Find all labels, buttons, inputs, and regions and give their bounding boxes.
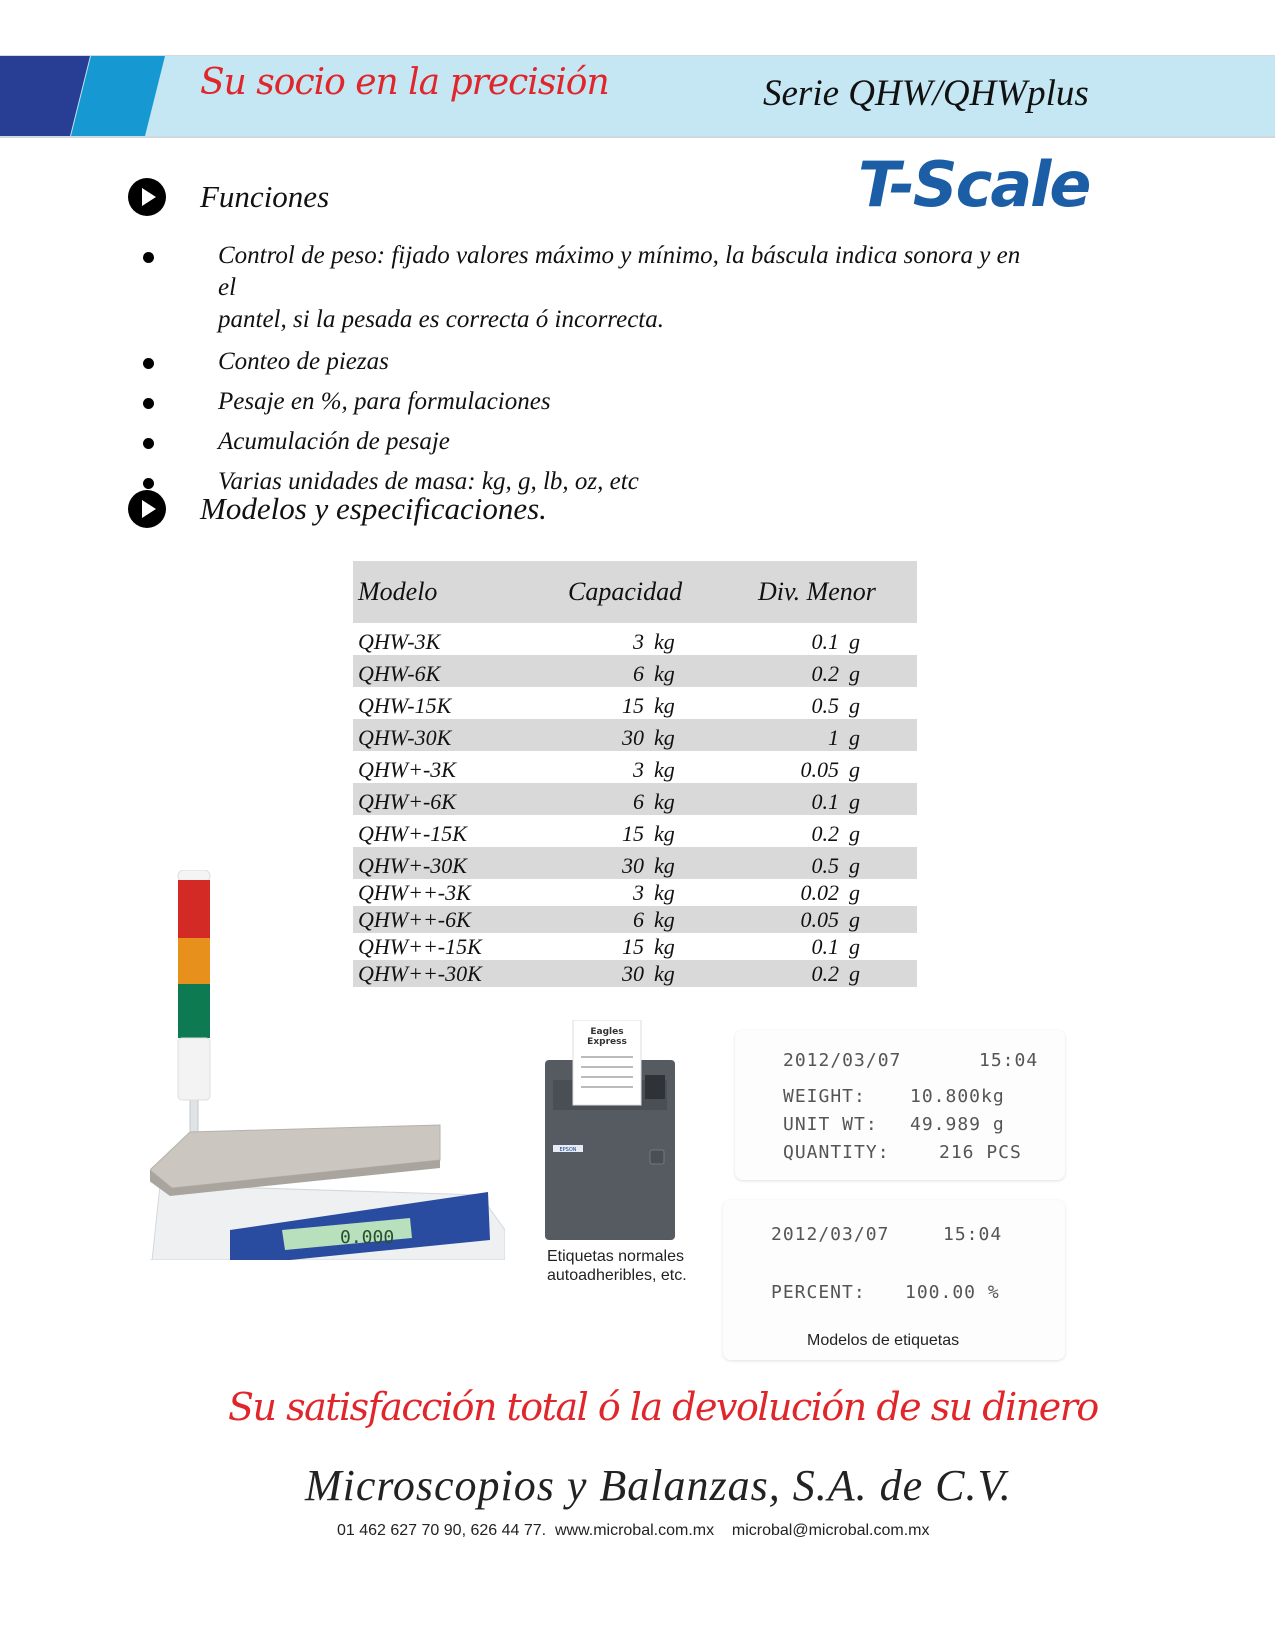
website-link[interactable]: www.microbal.com.mx	[554, 1522, 715, 1539]
tower-base	[178, 1038, 210, 1100]
division-value: 0.05	[800, 757, 839, 782]
header-div-menor: Div. Menor	[758, 577, 876, 606]
division-unit: g	[849, 661, 860, 686]
printer-caption	[547, 1247, 687, 1285]
capacity-value: 3	[633, 629, 644, 654]
cell-model: QHW++-6K	[358, 907, 471, 932]
label-weight-label: WEIGHT:	[783, 1086, 866, 1107]
division-unit: g	[849, 880, 860, 905]
division-unit: g	[849, 757, 860, 782]
label-sample-counting	[735, 1030, 1065, 1180]
capacity-value: 15	[622, 934, 644, 959]
capacity-value: 6	[633, 661, 644, 686]
cell-capacity	[558, 961, 688, 987]
cell-model: QHW+-3K	[358, 757, 456, 782]
scale-lcd-readout: 0.000	[340, 1227, 395, 1248]
play-arrow-icon	[128, 490, 166, 528]
capacity-unit: kg	[654, 907, 675, 932]
brand-logo: T-Scale	[858, 148, 1090, 221]
label-weight-value: 10.800kg	[910, 1086, 1005, 1107]
cell-model: QHW++-30K	[358, 961, 482, 986]
division-unit: g	[849, 961, 860, 986]
cell-division	[688, 934, 883, 960]
cell-capacity	[558, 934, 688, 960]
play-arrow-icon	[128, 178, 166, 216]
label-time: 15:04	[943, 1224, 1003, 1245]
list-item-text: Varias unidades de masa: kg, g, lb, oz, etc	[218, 468, 639, 495]
cell-capacity	[558, 880, 688, 906]
division-value: 0.02	[800, 880, 839, 905]
receipt-title-2: Express	[587, 1037, 627, 1047]
table-row	[353, 783, 917, 815]
division-value: 0.2	[811, 821, 839, 846]
receipt-line	[581, 1056, 633, 1058]
division-value: 0.5	[811, 853, 839, 878]
cell-capacity	[558, 757, 688, 783]
division-value: 0.2	[811, 961, 839, 986]
capacity-value: 15	[622, 821, 644, 846]
division-unit: g	[849, 789, 860, 814]
scale-with-tower-light-image	[150, 870, 505, 1260]
label-unit-weight-label: UNIT WT:	[783, 1114, 878, 1135]
phone-numbers: 01 462 627 70 90, 626 44 77.	[337, 1522, 547, 1539]
cell-capacity	[558, 661, 688, 687]
label-unit-weight-value: 49.989 g	[910, 1114, 1005, 1135]
division-unit: g	[849, 907, 860, 932]
printer-caption-line: autoadheribles, etc.	[547, 1267, 687, 1284]
receipt-line	[581, 1076, 633, 1078]
guarantee-slogan: Su satisfacción total ó la devolución de su dinero	[228, 1385, 1098, 1429]
cell-model: QHW-6K	[358, 661, 441, 686]
division-unit: g	[849, 693, 860, 718]
printer-cutter	[645, 1075, 665, 1099]
table-row	[353, 623, 917, 655]
capacity-unit: kg	[654, 789, 675, 814]
division-value: 0.05	[800, 907, 839, 932]
cell-division	[688, 661, 883, 687]
capacity-value: 15	[622, 693, 644, 718]
capacity-unit: kg	[654, 961, 675, 986]
capacity-unit: kg	[654, 757, 675, 782]
models-title: Modelos y especificaciones.	[200, 491, 547, 526]
tower-red-light	[178, 880, 210, 938]
cell-capacity	[558, 693, 688, 719]
functions-heading	[128, 178, 329, 216]
cell-capacity	[558, 821, 688, 847]
header-modelo: Modelo	[358, 577, 438, 606]
list-item-text: pantel, si la pesada es correcta ó incorrecta.	[218, 306, 664, 333]
cell-model: QHW-15K	[358, 693, 452, 718]
label-time: 15:04	[979, 1050, 1039, 1071]
receipt-title-1: Eagles	[590, 1027, 624, 1037]
tower-amber-light	[178, 938, 210, 984]
division-value: 0.1	[811, 789, 839, 814]
capacity-value: 6	[633, 907, 644, 932]
division-value: 0.5	[811, 693, 839, 718]
capacity-unit: kg	[654, 853, 675, 878]
table-row	[353, 751, 917, 783]
power-button-icon	[650, 1150, 664, 1164]
cell-division	[688, 853, 883, 879]
cell-capacity	[558, 629, 688, 655]
cell-capacity	[558, 907, 688, 933]
cell-division	[688, 629, 883, 655]
bullet-icon	[143, 398, 154, 409]
functions-title: Funciones	[200, 179, 330, 214]
capacity-unit: kg	[654, 629, 675, 654]
label-percent-label: PERCENT:	[771, 1282, 866, 1303]
list-item-text: Acumulación de pesaje	[218, 428, 450, 455]
printer-brand: EPSON	[559, 1147, 577, 1153]
label-printer-image	[545, 1020, 685, 1240]
capacity-unit: kg	[654, 880, 675, 905]
bullet-icon	[143, 252, 154, 263]
bullet-icon	[143, 478, 154, 489]
receipt-line	[581, 1086, 633, 1088]
capacity-value: 30	[622, 725, 644, 750]
cell-capacity	[558, 725, 688, 751]
header-capacidad: Capacidad	[568, 577, 683, 606]
capacity-value: 3	[633, 757, 644, 782]
label-percent-value: 100.00 %	[905, 1282, 1000, 1303]
cell-capacity	[558, 853, 688, 879]
email-link[interactable]: microbal@microbal.com.mx	[731, 1522, 930, 1539]
label-quantity-label: QUANTITY:	[783, 1142, 890, 1163]
company-name: Microscopios y Balanzas, S.A. de C.V.	[305, 1461, 1012, 1510]
cell-division	[688, 907, 883, 933]
models-heading	[128, 490, 547, 528]
functions-list	[143, 240, 1043, 498]
cell-division	[688, 789, 883, 815]
table-row	[353, 655, 917, 687]
division-value: 0.1	[811, 629, 839, 654]
cell-model: QHW+-15K	[358, 821, 467, 846]
division-unit: g	[849, 821, 860, 846]
labels-caption: Modelos de etiquetas	[807, 1332, 960, 1349]
list-item-text: Pesaje en %, para formulaciones	[218, 388, 551, 415]
tower-green-light	[178, 984, 210, 1038]
capacity-value: 30	[622, 961, 644, 986]
list-item	[143, 346, 1043, 378]
division-value: 0.2	[811, 661, 839, 686]
table-row	[353, 815, 917, 847]
printer-caption-line: Etiquetas normales	[547, 1248, 684, 1265]
division-unit: g	[849, 934, 860, 959]
list-item	[143, 426, 1043, 458]
header-slogan: Su socio en la precisión	[200, 62, 609, 103]
capacity-unit: kg	[654, 725, 675, 750]
table-row	[353, 687, 917, 719]
division-unit: g	[849, 725, 860, 750]
label-date: 2012/03/07	[783, 1050, 902, 1071]
capacity-unit: kg	[654, 693, 675, 718]
cell-model: QHW++-15K	[358, 934, 482, 959]
cell-model: QHW+-6K	[358, 789, 456, 814]
bullet-icon	[143, 358, 154, 369]
cell-capacity	[558, 789, 688, 815]
cell-model: QHW+-30K	[358, 853, 467, 878]
capacity-value: 6	[633, 789, 644, 814]
table-row	[353, 719, 917, 751]
capacity-unit: kg	[654, 661, 675, 686]
division-value: 0.1	[811, 934, 839, 959]
cell-model: QHW++-3K	[358, 880, 471, 905]
list-item-text: Conteo de piezas	[218, 348, 389, 375]
capacity-unit: kg	[654, 821, 675, 846]
cell-division	[688, 757, 883, 783]
cell-division	[688, 961, 883, 987]
cell-division	[688, 693, 883, 719]
label-quantity-value: 216 PCS	[939, 1142, 1022, 1163]
capacity-unit: kg	[654, 934, 675, 959]
series-title: Serie QHW/QHWplus	[763, 73, 1089, 114]
division-unit: g	[849, 853, 860, 878]
receipt-line	[581, 1066, 633, 1068]
cell-division	[688, 725, 883, 751]
cell-model: QHW-3K	[358, 629, 441, 654]
label-date: 2012/03/07	[771, 1224, 890, 1245]
division-value: 1	[828, 725, 839, 750]
list-item	[143, 240, 1043, 336]
bullet-icon	[143, 438, 154, 449]
table-header	[353, 561, 917, 623]
cell-model: QHW-30K	[358, 725, 452, 750]
cell-division	[688, 880, 883, 906]
list-item	[143, 386, 1043, 418]
contact-line	[337, 1522, 930, 1540]
capacity-value: 30	[622, 853, 644, 878]
division-unit: g	[849, 629, 860, 654]
list-item-text: Control de peso: fijado valores máximo y mínimo, la báscula indica sonora y en el	[218, 242, 1021, 301]
cell-division	[688, 821, 883, 847]
capacity-value: 3	[633, 880, 644, 905]
